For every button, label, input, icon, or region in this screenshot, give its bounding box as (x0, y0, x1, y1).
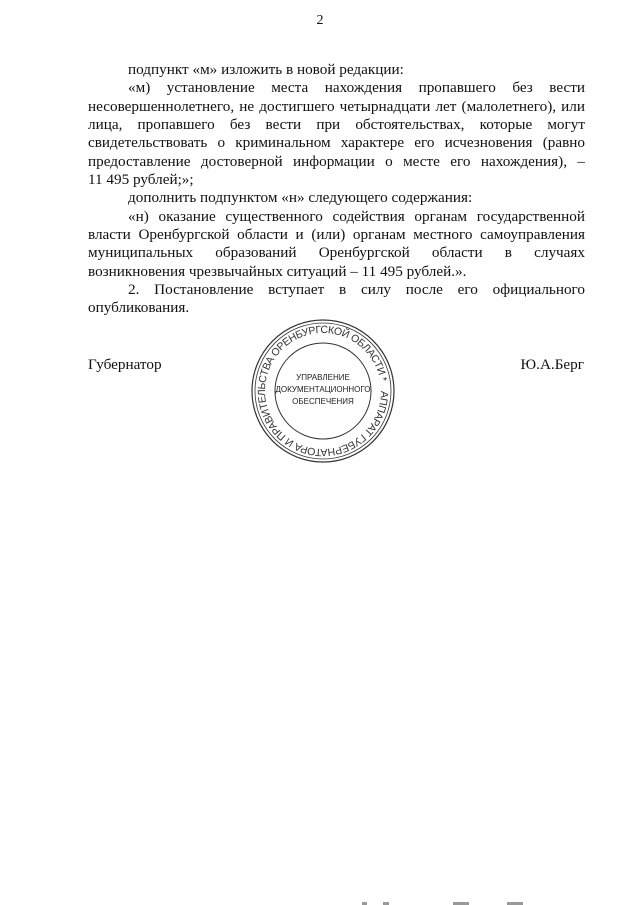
stamp-ring-text: АППАРАТ ГУБЕРНАТОРА И ПРАВИТЕЛЬСТВА ОРЕНБУРГСКОЙ ОБЛАСТИ * (255, 323, 391, 459)
page-number: 2 (316, 13, 324, 28)
text-line: 11 495 рублей;»; (88, 171, 194, 189)
paragraph (88, 79, 585, 189)
stamp-center-line: УПРАВЛЕНИЕ (296, 373, 350, 382)
paragraph (88, 208, 585, 281)
text-line: муниципальных образований Оренбургской области в случаях (88, 244, 585, 262)
text-line: «н) оказание существенного содействия органам государственной (128, 207, 585, 225)
text-line: предоставление достоверной информации о месте его нахождения), – (88, 152, 585, 170)
text-line: свидетельствовать о криминальном характере его исчезновения (равно (88, 134, 585, 152)
paragraph (88, 281, 585, 318)
text-line: подпункт «м» изложить в новой редакции: (128, 61, 404, 78)
text-line: опубликования. (88, 299, 190, 317)
text-line: лица, пропавшего без вести при обстоятельствах, которые могут (88, 116, 585, 134)
official-stamp (248, 316, 398, 466)
paragraph (88, 61, 585, 79)
document-body (88, 61, 585, 318)
text-line: власти Оренбургской области и (или) органам местного самоуправления (88, 226, 585, 244)
signatory-name: Ю.А.Берг (520, 356, 584, 373)
stamp-center-line: ОБЕСПЕЧЕНИЯ (292, 397, 354, 406)
signatory-position: Губернатор (88, 356, 162, 373)
text-line: 2. Постановление вступает в силу после его официального (128, 281, 585, 299)
text-line: возникновения чрезвычайных ситуаций – 11 495 рублей.». (88, 262, 467, 280)
text-line: несовершеннолетнего, не достигшего четырнадцати лет (малолетнего), или (88, 97, 585, 115)
paragraph (88, 189, 585, 207)
stamp-center-line: ДОКУМЕНТАЦИОННОГО (275, 385, 371, 394)
text-line: «м) установление места нахождения пропавшего без вести (128, 79, 585, 97)
text-line: дополнить подпунктом «н» следующего содержания: (128, 189, 473, 207)
